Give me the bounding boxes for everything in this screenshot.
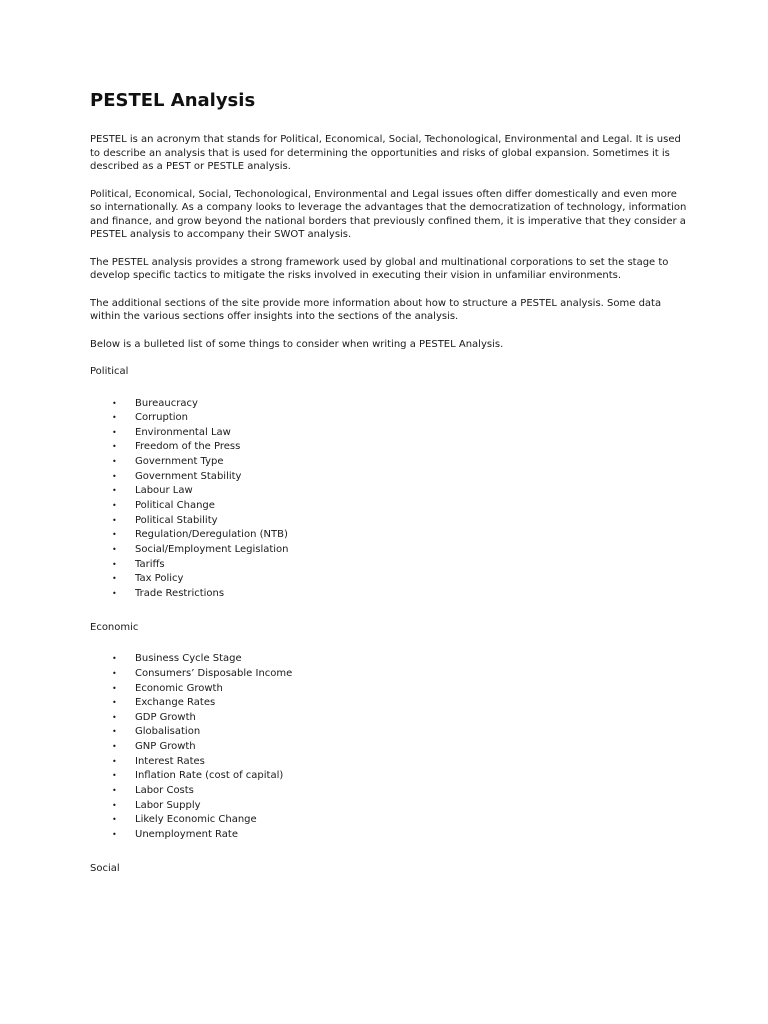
list-item (90, 769, 690, 784)
list-item-label: Globalisation (135, 726, 201, 738)
bullet-icon: • (112, 515, 117, 525)
section-political (90, 365, 690, 602)
bullet-icon: • (112, 457, 117, 467)
list-item (90, 499, 690, 514)
bullet-icon: • (112, 756, 117, 766)
bullet-icon: • (112, 427, 117, 437)
bullet-icon: • (112, 471, 117, 481)
section-economic (90, 621, 690, 843)
section-label-political: Political (90, 366, 129, 377)
list-item-label: Unemployment Rate (135, 829, 238, 841)
bullet-icon: • (112, 574, 117, 584)
section-label-economic: Economic (90, 621, 139, 633)
bullet-icon: • (112, 486, 117, 496)
bullet-icon: • (112, 530, 117, 540)
bullet-icon: • (112, 815, 117, 825)
list-item-label: Political Change (135, 500, 215, 512)
list-item (90, 528, 690, 543)
list-item-label: Political Stability (135, 514, 218, 526)
list-item (90, 682, 690, 697)
bullet-icon: • (112, 442, 117, 452)
bullet-icon: • (112, 413, 117, 423)
bullet-icon: • (112, 698, 117, 708)
list-item (90, 667, 690, 682)
bullet-list-political (90, 397, 690, 602)
bullet-icon: • (112, 786, 117, 796)
list-item-label: Environmental Law (135, 426, 231, 438)
list-item-label: Trade Restrictions (135, 588, 225, 600)
section-social (90, 862, 690, 876)
list-item-label: Tariffs (135, 558, 165, 570)
list-item (90, 543, 690, 558)
list-item (90, 711, 690, 726)
list-item-label: Tax Policy (135, 573, 184, 585)
bullet-icon: • (112, 742, 117, 752)
paragraph-bullet-intro: Below is a bulleted list of some things to consider when writing a PESTEL Analysis. (90, 338, 504, 350)
list-item-label: Interest Rates (135, 755, 205, 767)
bullet-icon: • (112, 545, 117, 555)
bullet-icon: • (112, 800, 117, 810)
list-item-label: Social/Employment Legislation (135, 544, 289, 556)
list-item-label: Likely Economic Change (135, 814, 257, 826)
document-page (90, 88, 690, 893)
list-item-label: GNP Growth (135, 741, 196, 753)
bullet-icon: • (112, 712, 117, 722)
page-title: PESTEL Analysis (90, 90, 256, 111)
list-item (90, 587, 690, 602)
paragraph-issues: Political, Economical, Social, Techonological, Environmental and Legal issues often differ domestically and even more so internationally. As a company looks to leverage the advantages that the democratization of technology, information and finance, and grow beyond the national borders that previously confined them, it is imperative that they consider a PESTEL analysis to accompany their SWOT analysis. (90, 188, 687, 240)
list-item (90, 652, 690, 667)
list-item-label: GDP Growth (135, 711, 196, 723)
list-item-label: Labor Supply (135, 799, 201, 811)
list-item-label: Labor Costs (135, 785, 194, 797)
bullet-icon: • (112, 668, 117, 678)
list-item (90, 784, 690, 799)
bullet-icon: • (112, 559, 117, 569)
list-item (90, 411, 690, 426)
list-item-label: Labour Law (135, 485, 193, 497)
list-item-label: Bureaucracy (135, 397, 198, 409)
bullet-icon: • (112, 771, 117, 781)
list-item-label: Freedom of the Press (135, 441, 241, 453)
list-item (90, 426, 690, 441)
list-item (90, 572, 690, 587)
paragraph-intro: PESTEL is an acronym that stands for Political, Economical, Social, Techonological, Environmental and Legal. It is used to describe an analysis that is used for determining the opportunities and risks of global expansion. Sometimes it is described as a PEST or PESTLE analysis. (90, 134, 681, 172)
bullet-icon: • (112, 683, 117, 693)
list-item-label: Government Type (135, 456, 224, 468)
bullet-icon: • (112, 654, 117, 664)
list-item-label: Corruption (135, 412, 188, 424)
paragraph-framework: The PESTEL analysis provides a strong framework used by global and multinational corporations to set the stage to develop specific tactics to mitigate the risks involved in executing their vision in unfamiliar environments. (90, 256, 669, 281)
list-item (90, 514, 690, 529)
paragraph-site-sections: The additional sections of the site provide more information about how to structure a PESTEL analysis. Some data within the various sections offer insights into the sections of the analysis. (90, 297, 662, 322)
list-item-label: Business Cycle Stage (135, 653, 242, 665)
bullet-icon: • (112, 830, 117, 840)
list-item (90, 740, 690, 755)
list-item (90, 799, 690, 814)
list-item (90, 828, 690, 843)
list-item (90, 440, 690, 455)
list-item (90, 558, 690, 573)
list-item-label: Consumers’ Disposable Income (135, 667, 293, 679)
bullet-list-economic (90, 652, 690, 843)
list-item (90, 755, 690, 770)
list-item (90, 484, 690, 499)
bullet-icon: • (112, 398, 117, 408)
bullet-icon: • (112, 589, 117, 599)
list-item-label: Economic Growth (135, 682, 223, 694)
bullet-icon: • (112, 501, 117, 511)
section-label-social: Social (90, 862, 120, 874)
list-item-label: Regulation/Deregulation (NTB) (135, 529, 288, 541)
list-item-label: Exchange Rates (135, 697, 216, 709)
bullet-icon: • (112, 727, 117, 737)
list-item (90, 455, 690, 470)
list-item (90, 397, 690, 412)
list-item (90, 696, 690, 711)
list-item-label: Government Stability (135, 470, 242, 482)
list-item (90, 470, 690, 485)
list-item (90, 725, 690, 740)
list-item-label: Inflation Rate (cost of capital) (135, 770, 284, 782)
list-item (90, 813, 690, 828)
